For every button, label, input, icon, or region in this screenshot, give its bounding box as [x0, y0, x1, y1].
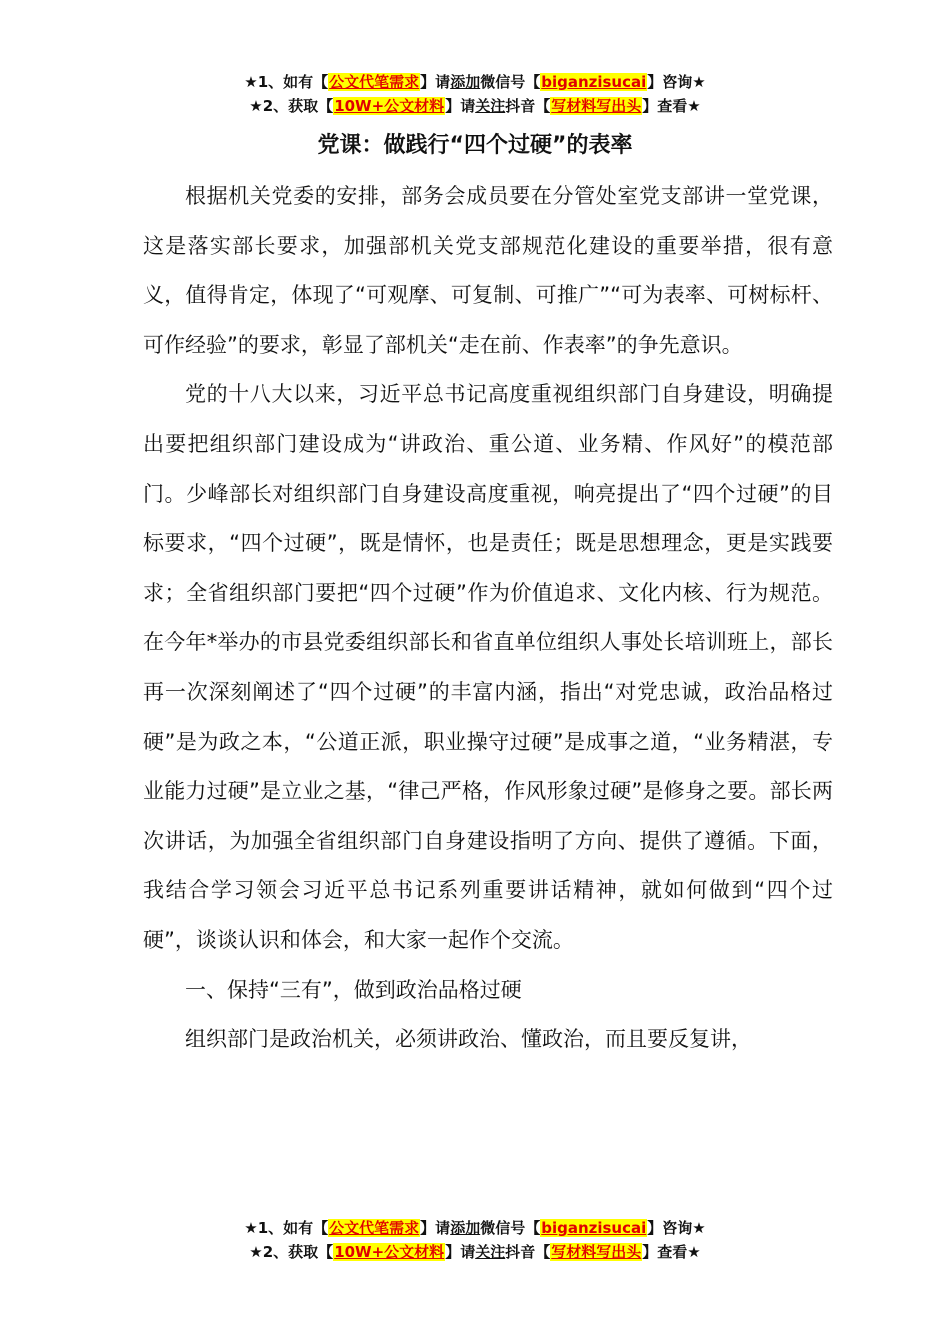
paragraph-2: 党的十八大以来，习近平总书记高度重视组织部门自身建设，明确提出要把组织部门建设成为“讲政治、重公道、业务精、作风好”的模范部门。少峰部长对组织部门自身建设高度重视，响亮提出了“四个过硬”的目标要求，“四个过硬”，既是情怀，也是责任；既是思想理念，更是实践要求；全省组织部门要把“四个过硬”作为价值追求、文化内核、行为规范。在今年*举办的市县党委组织部长和省直单位组织人事处长培训班上，部长再一次深刻阐述了“四个过硬”的丰富内涵，指出“对党忠诚，政治品格过硬”是为政之本，“公道正派，职业操守过硬”是成事之道，“业务精湛，专业能力过硬”是立业之基，“律己严格，作风形象过硬”是修身之要。部长两次讲话，为加强全省组织部门自身建设指明了方向、提供了遵循。下面，我结合学习领会习近平总书记系列重要讲话精神，就如何做到“四个过硬”，谈谈认识和体会，和大家一起作个交流。	[143, 382, 833, 952]
promo-text: 】请	[420, 1219, 451, 1237]
promo-text: 微信号【	[480, 73, 541, 91]
section-heading-1: 一、保持“三有”，做到政治品格过硬	[185, 977, 522, 1002]
document-title: 党课：做践行“四个过硬”的表率	[317, 133, 633, 158]
promo-highlight: 公文代笔需求	[329, 73, 420, 91]
promo-text: 】请	[445, 1243, 476, 1261]
promo-text: ★1、如有【	[244, 1219, 329, 1237]
paragraph-1: 根据机关党委的安排，部务会成员要在分管处室党支部讲一堂党课，这是落实部长要求，加强部机关党支部规范化建设的重要举措，很有意义，值得肯定，体现了“可观摩、可复制、可推广”“可为表率、可树标杆、可作经验”的要求，彰显了部机关“走在前、作表率”的争先意识。	[143, 184, 833, 357]
wechat-id-highlight: biganzisucai	[541, 1219, 647, 1237]
promo-underlined: 关注	[475, 97, 506, 115]
top-promo-banner	[0, 70, 950, 118]
document-body	[143, 172, 833, 1065]
promo-underlined: 关注	[475, 1243, 506, 1261]
wechat-id-highlight: biganzisucai	[541, 73, 647, 91]
promo-line-1	[0, 70, 950, 94]
promo-text: 】咨询★	[647, 73, 706, 91]
paragraph-3: 组织部门是政治机关，必须讲政治、懂政治，而且要反复讲，	[185, 1027, 752, 1052]
promo-underlined: 添加	[450, 1219, 481, 1237]
douyin-highlight: 写材料写出头	[551, 1243, 642, 1261]
promo-text: 】请	[420, 73, 451, 91]
promo-text: 】请	[445, 97, 476, 115]
promo-highlight: 10W+公文材料	[334, 1243, 445, 1261]
promo-text: 】查看★	[642, 1243, 701, 1261]
promo-text: 抖音【	[505, 1243, 551, 1261]
promo-line-1	[0, 1216, 950, 1240]
promo-text: ★2、获取【	[249, 1243, 334, 1261]
promo-text: 】咨询★	[647, 1219, 706, 1237]
promo-text: ★1、如有【	[244, 73, 329, 91]
promo-highlight: 公文代笔需求	[329, 1219, 420, 1237]
promo-line-2	[0, 94, 950, 118]
promo-text: 】查看★	[642, 97, 701, 115]
promo-text: ★2、获取【	[249, 97, 334, 115]
bottom-promo-banner	[0, 1216, 950, 1264]
promo-highlight: 10W+公文材料	[334, 97, 445, 115]
douyin-highlight: 写材料写出头	[551, 97, 642, 115]
promo-text: 抖音【	[505, 97, 551, 115]
promo-text: 微信号【	[480, 1219, 541, 1237]
promo-underlined: 添加	[450, 73, 481, 91]
promo-line-2	[0, 1240, 950, 1264]
